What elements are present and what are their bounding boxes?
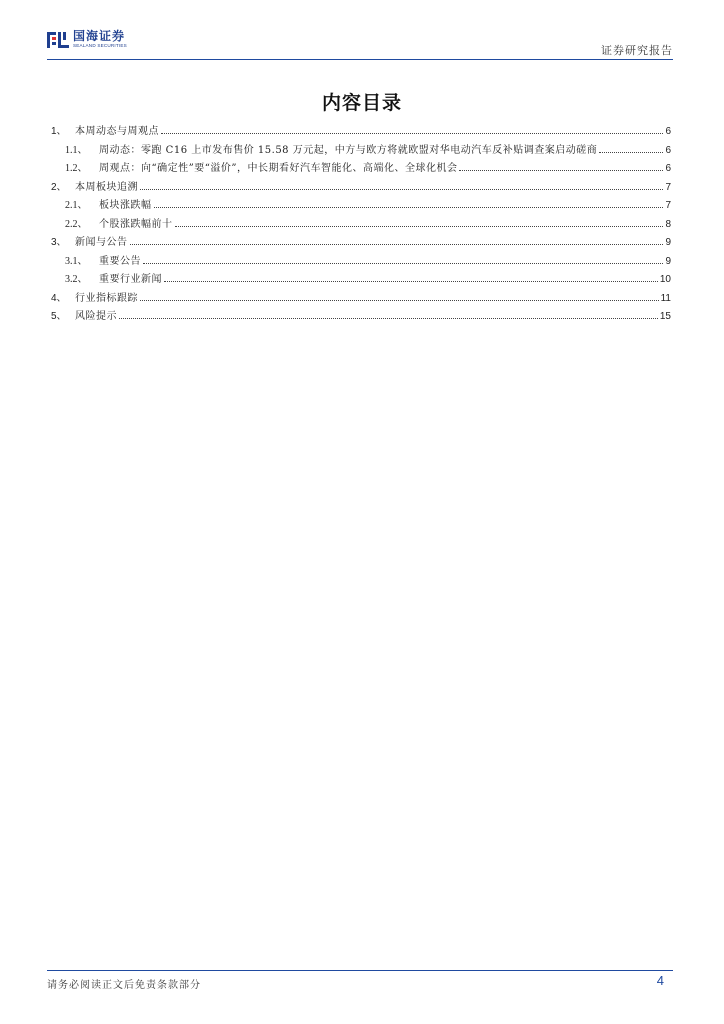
footer-divider — [47, 970, 673, 971]
toc-entry-title: 本周动态与周观点 — [75, 126, 159, 137]
toc-entry-number: 3.2、 — [65, 274, 88, 285]
toc-entry-number: 2、 — [51, 181, 67, 193]
toc-entry-title: 本周板块追溯 — [75, 181, 138, 193]
toc-entry-title: 新闻与公告 — [75, 237, 128, 248]
toc-entry-page: 7 — [665, 200, 671, 211]
table-of-contents — [51, 122, 671, 326]
toc-entry-page: 15 — [659, 311, 671, 322]
toc-entry-number: 2.1、 — [65, 200, 88, 211]
toc-entry-number: 1、 — [51, 126, 67, 137]
footer-disclaimer: 请务必阅读正文后免责条款部分 — [47, 980, 201, 991]
toc-entry-title: 周观点：向“确定性”要“溢价”，中长期看好汽车智能化、高端化、全球化机会 — [99, 163, 458, 174]
toc-entry-number: 3、 — [51, 237, 67, 248]
toc-entry-number: 2.2、 — [65, 218, 88, 230]
sealand-logo-icon — [47, 30, 69, 50]
toc-entry-page: 8 — [665, 218, 671, 230]
toc-entry-title: 周动态：零跑 C16 上市发布售价 15.58 万元起，中方与欧方将就欧盟对华电动汽车反补贴调查案启动磋商 — [99, 144, 598, 156]
toc-leader-dots — [140, 189, 663, 190]
toc-entry-page: 6 — [665, 163, 671, 174]
toc-entry[interactable] — [51, 122, 671, 141]
toc-leader-dots — [119, 318, 658, 319]
toc-entry-page: 11 — [660, 292, 671, 304]
toc-entry-number: 1.1、 — [65, 144, 88, 156]
toc-entry[interactable] — [51, 215, 671, 234]
toc-entry[interactable] — [51, 233, 671, 252]
company-logo — [47, 30, 127, 52]
document-type: 证券研究报告 — [601, 44, 673, 57]
toc-entry[interactable] — [51, 307, 671, 326]
toc-entry-title: 重要行业新闻 — [99, 274, 162, 285]
toc-entry-number: 1.2、 — [65, 163, 88, 174]
toc-entry[interactable] — [51, 252, 671, 271]
header-divider — [47, 59, 673, 60]
toc-leader-dots — [599, 152, 663, 153]
toc-entry-page: 9 — [665, 255, 671, 267]
toc-entry[interactable] — [51, 141, 671, 160]
toc-entry-title: 重要公告 — [99, 255, 141, 267]
logo-chinese-name: 国海证券 — [73, 29, 126, 43]
toc-leader-dots — [130, 244, 664, 245]
toc-entry[interactable] — [51, 289, 671, 308]
toc-entry-title: 风险提示 — [75, 311, 117, 322]
toc-entry[interactable] — [51, 178, 671, 197]
toc-entry[interactable] — [51, 159, 671, 178]
toc-leader-dots — [143, 263, 663, 264]
toc-leader-dots — [161, 133, 663, 134]
toc-leader-dots — [164, 281, 658, 282]
page-number: 4 — [656, 973, 664, 988]
page-header — [47, 30, 673, 60]
toc-entry-title: 个股涨跌幅前十 — [99, 218, 173, 230]
toc-entry-title: 行业指标跟踪 — [75, 292, 138, 304]
toc-leader-dots — [459, 170, 663, 171]
toc-entry-title: 板块涨跌幅 — [99, 200, 152, 211]
toc-entry-page: 6 — [665, 144, 671, 156]
toc-entry-number: 4、 — [51, 292, 67, 304]
toc-entry-page: 10 — [659, 274, 671, 285]
toc-entry-number: 5、 — [51, 311, 67, 322]
toc-entry-page: 9 — [665, 237, 671, 248]
toc-entry-page: 7 — [665, 181, 671, 193]
toc-entry-page: 6 — [665, 126, 671, 137]
logo-english-name: SEALAND SECURITIES — [73, 43, 127, 48]
toc-entry[interactable] — [51, 196, 671, 215]
toc-entry[interactable] — [51, 270, 671, 289]
toc-entry-number: 3.1、 — [65, 255, 88, 267]
toc-leader-dots — [140, 300, 659, 301]
toc-leader-dots — [154, 207, 664, 208]
toc-leader-dots — [175, 226, 664, 227]
toc-title: 内容目录 — [321, 92, 402, 114]
